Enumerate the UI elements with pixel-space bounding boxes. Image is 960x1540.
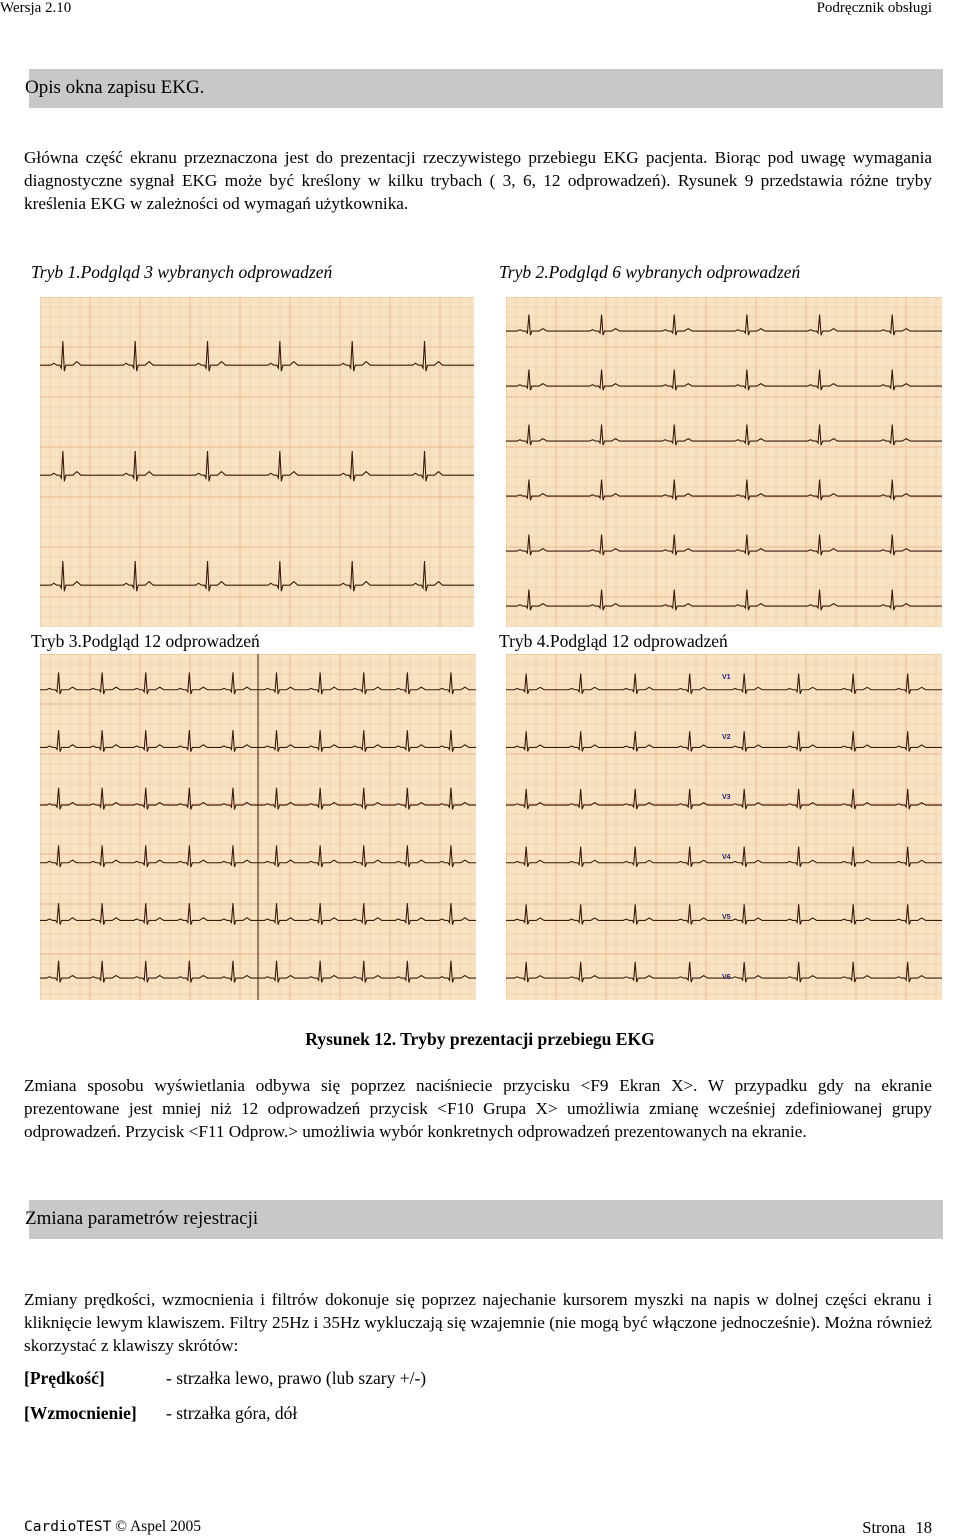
footer-product: CardioTEST [24, 1519, 112, 1535]
ecg-panel-mode2 [506, 297, 942, 627]
shortcut-key-speed: [Prędkość] [24, 1368, 105, 1388]
section-title-bar [25, 69, 943, 108]
footer-copyright: © Aspel 2005 [115, 1518, 202, 1535]
shortcut-desc-speed: - strzałka lewo, prawo (lub szary +/-) [166, 1368, 427, 1388]
header-version: Wersja 2.10 [0, 0, 72, 16]
lead-label-v3: V3 [722, 794, 731, 801]
ecg-trace [506, 535, 942, 556]
ecg-trace [40, 451, 474, 481]
shortcut-key-gain: [Wzmocnienie] [24, 1403, 137, 1423]
footer-brand [24, 1518, 201, 1536]
ecg-trace [506, 315, 942, 336]
mode1-label: Tryb 1.Podgląd 3 wybranych odprowadzeń [31, 262, 333, 282]
section2-title: Zmiana parametrów rejestracji [25, 1208, 259, 1229]
mode3-label: Tryb 3.Podgląd 12 odprowadzeń [31, 631, 260, 651]
ecg-panel-mode1 [40, 297, 474, 627]
footer-page-number: 18 [915, 1518, 932, 1537]
ecg-trace [40, 341, 474, 371]
intro-paragraph: Główna część ekranu przeznaczona jest do prezentacji rzeczywistego przebiegu EKG pacjenta. Biorąc pod uwagę wymagania diagnostyczne sygnał EKG może być kreślony w kilku trybach ( 3, 6, 12 odprowadzeń). Rysunek 9 przedstawia różne tryby kreślenia EKG w zależności od wymagań użytkownika. [24, 148, 932, 213]
section2-title-bar [25, 1200, 943, 1239]
footer-page-label: Strona [862, 1518, 906, 1537]
mode2-label: Tryb 2.Podgląd 6 wybranych odprowadzeń [499, 262, 801, 282]
lead-label-v6: V6 [722, 974, 731, 981]
ecg-grid [40, 654, 476, 1000]
ecg-grid [506, 654, 942, 1000]
lead-label-v1: V1 [722, 674, 731, 681]
mode4-label: Tryb 4.Podgląd 12 odprowadzeń [499, 631, 728, 651]
ecg-grid [40, 297, 474, 627]
ecg-grid [506, 297, 942, 627]
figure-caption: Rysunek 12. Tryby prezentacji przebiegu EKG [305, 1029, 655, 1049]
section-title: Opis okna zapisu EKG. [25, 77, 205, 98]
lead-label-v4: V4 [722, 854, 731, 861]
ecg-panel-mode4 [506, 654, 942, 1000]
display-mode-paragraph: Zmiana sposobu wyświetlania odbywa się poprzez naciśniecie przycisku <F9 Ekran X>. W przypadku gdy na ekranie prezentowane jest mniej niż 12 odprowadzeń przycisk <F10 Grupa X> umożliwia zmianę wcześniej zdefiniowanej grupy odprowadzeń. Przycisk <F11 Odprow.> umożliwia wybór konkretnych odprowadzeń prezentowanych na ekranie. [24, 1076, 932, 1141]
header-manual-title: Podręcznik obsługi [816, 0, 932, 16]
lead-label-v5: V5 [722, 914, 731, 921]
ecg-panel-mode3 [40, 654, 476, 1000]
ecg-trace [40, 561, 474, 591]
ecg-trace [506, 425, 942, 446]
shortcut-desc-gain: - strzałka góra, dół [166, 1403, 298, 1423]
lead-label-v2: V2 [722, 734, 731, 741]
parameters-paragraph: Zmiany prędkości, wzmocnienia i filtrów dokonuje się poprzez najechanie kursorem myszki na napis w dolnej części ekranu i kliknięcie lewym klawiszem. Filtry 25Hz i 35Hz wykluczają się wzajemnie (nie mogą być włączone jednocześnie). Można również skorzystać z klawiszy skrótów: [24, 1290, 932, 1355]
footer-page [862, 1518, 932, 1538]
